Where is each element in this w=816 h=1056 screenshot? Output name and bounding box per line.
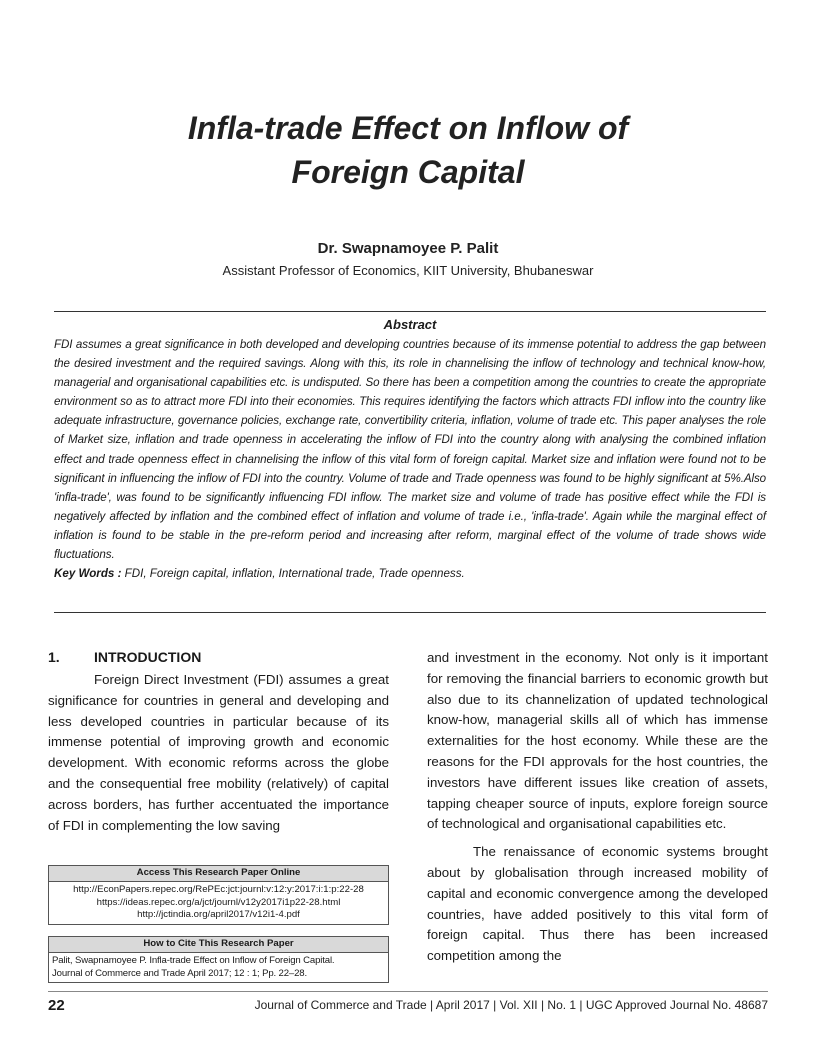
keywords (54, 564, 766, 583)
author-affiliation: Assistant Professor of Economics, KIIT University, Bhubaneswar (222, 263, 594, 278)
citation-line-1: Palit, Swapnamoyee P. Infla-trade Effect on Inflow of Foreign Capital. (52, 954, 335, 966)
access-link-jctindia[interactable]: http://jctindia.org/april2017/v12i1-4.pdf (137, 909, 300, 921)
intro-paragraph-1: Foreign Direct Investment (FDI) assumes a great significance for countries in general and developing and less developed countries in particular because of its immense potential of improving growth and economic development. With economic reforms across the globe and the consequential free mobility (relatively) of capital across borders, has further accentuated the importance of FDI in complementing the low saving (48, 672, 389, 833)
left-column (48, 648, 389, 836)
right-column (427, 648, 768, 967)
citation-line-2: Journal of Commerce and Trade April 2017; 12 : 1; Pp. 22–28. (52, 967, 307, 979)
access-box-heading: Access This Research Paper Online (49, 866, 388, 882)
cite-paper-box (48, 936, 389, 983)
abstract-section (54, 311, 766, 613)
intro-paragraph-2: The renaissance of economic systems brought about by globalisation through increased mobility of capital and economic convergence among the developed countries, have added positively to this vital form of foreign capital. Thus there has been increased competition among the (427, 844, 768, 964)
title-line-1: Infla-trade Effect on Inflow of (187, 110, 629, 146)
keywords-label: Key Words : (54, 567, 122, 581)
intro-paragraph-1-continued: and investment in the economy. Not only is it important for removing the financial barriers to economic growth but also due to its channelization of updated technological know-how, managerial skills all of which has immense externalities for the host economy. While these are the reasons for the FDI approvals for the host countries, the investors have different issues like creation of assets, tapping cheaper source of inputs, explore foreign source of technological and organisational capabilities etc. (427, 650, 768, 832)
access-link-ideas[interactable]: https://ideas.repec.org/a/jct/journl/v12y2017i1p22-28.html (96, 896, 341, 908)
paper-title (0, 106, 816, 194)
access-paper-box (48, 865, 389, 925)
journal-footer: Journal of Commerce and Trade | April 2017 | Vol. XII | No. 1 | UGC Approved Journal No. 48687 (254, 998, 768, 1012)
cite-box-text (49, 953, 388, 983)
access-link-econpapers[interactable]: http://EconPapers.repec.org/RePEc:jct:journl:v:12:y:2017:i:1:p:22-28 (73, 883, 364, 895)
keywords-list: FDI, Foreign capital, inflation, International trade, Trade openness. (124, 567, 465, 581)
title-line-2: Foreign Capital (291, 154, 525, 190)
section-title: INTRODUCTION (94, 649, 202, 665)
abstract-text: FDI assumes a great significance in both developed and developing countries because of its immense potential to address the gap between the desired investment and the required savings. Along with this, its role in channelising the inflow of technology and technical know-how, managerial and organisational capabilities etc. is undisputed. So there has been a competition among the countries to create the appropriate environment so as to attract more FDI into their economies. This requires identifying the factors which attracts FDI inflow into the country like adequate infrastructure, governance policies, exchange rate, convertibility criteria, inflation, volume of trade etc. This paper analyses the role of Market size, inflation and trade openness in accelerating the inflow of FDI into the country along with analysing the combined inflation effect and trade openness effect in channelising the inflow of this vital form of foreign capital. Market size and inflation were found not to be significant in influencing the inflow of FDI into the country. Volume of trade and Trade openness was found to be highly significant at 5%.Also 'infla-trade', was found to be significantly influencing FDI inflow. The market size and volume of trade has positive effect while the FDI is negatively affected by inflation and the combined effect of inflation and volume of trade i.e., 'infla-trade'. Again while the marginal effect of inflation is found to be stable in the pre-reform period and increasing after reform, marginal effect of the volume of trade shows wide fluctuations. (54, 338, 766, 562)
page-number: 22 (48, 997, 65, 1014)
author-name: Dr. Swapnamoyee P. Palit (317, 240, 499, 257)
cite-box-heading: How to Cite This Research Paper (49, 937, 388, 953)
access-box-links (49, 882, 388, 924)
abstract-heading: Abstract (383, 317, 437, 332)
section-heading-introduction (48, 648, 389, 666)
section-number: 1. (48, 649, 60, 665)
footer-divider (48, 991, 768, 992)
